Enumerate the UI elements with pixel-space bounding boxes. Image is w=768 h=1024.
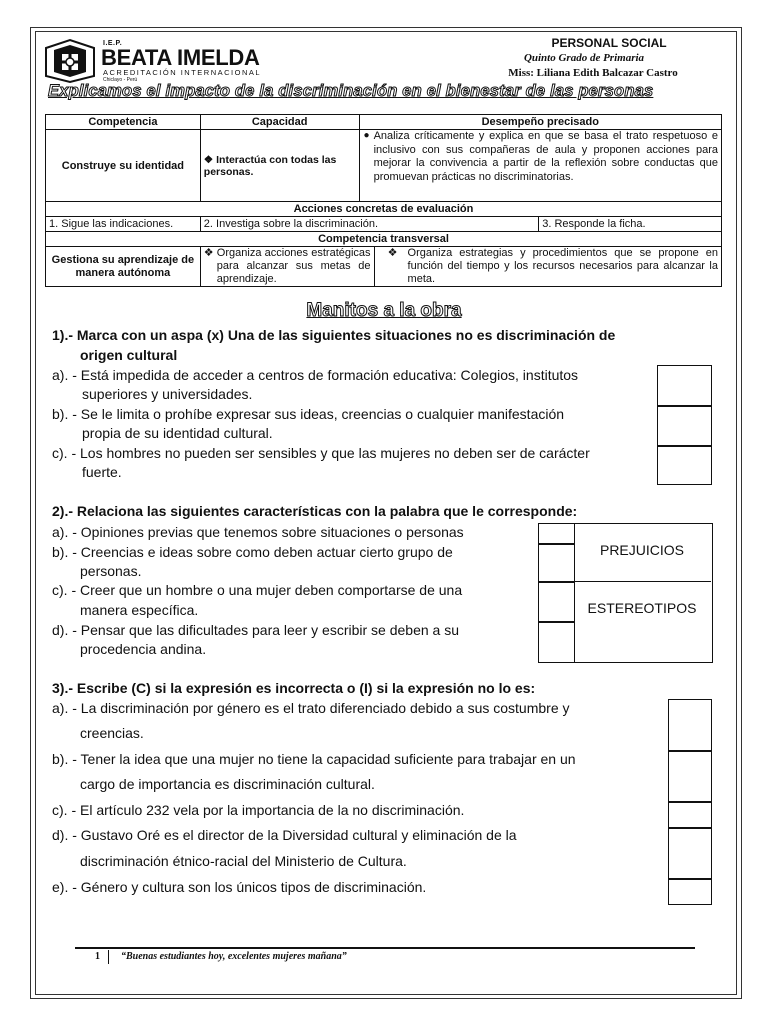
q3-a-line1: a). - La discriminación por género es el trato diferenciado debido a sus costumbre y xyxy=(52,700,570,716)
q2-answer-box-4[interactable] xyxy=(538,621,575,663)
q3-c-line1: c). - El artículo 232 vela por la importancia de la no discriminación. xyxy=(52,802,465,818)
q3-b-line2: cargo de importancia es discriminación cultural. xyxy=(80,776,375,792)
q3-answer-box-d[interactable] xyxy=(668,827,712,880)
school-crest-icon xyxy=(44,38,96,84)
page-number: 1 xyxy=(95,951,100,962)
q1-answer-box-b[interactable] xyxy=(657,405,712,447)
q2-word-divider xyxy=(573,581,711,582)
q2-c-line2: manera específica. xyxy=(80,602,199,618)
transversal-cell-1 xyxy=(200,247,374,287)
q3-d-line2: discriminación étnico-racial del Ministerio de Cultura. xyxy=(80,853,407,869)
q3-answer-box-a[interactable] xyxy=(668,699,712,752)
competency-table xyxy=(45,114,722,287)
transversal-text-1: Organiza acciones estratégicas para alcanzar sus metas de aprendizaje. xyxy=(216,247,371,285)
q3-e-line1: e). - Género y cultura son los únicos tipos de discriminación. xyxy=(52,879,427,895)
competencia-cell: Construye su identidad xyxy=(46,130,201,202)
transversal-text-2: Organiza estrategias y procedimientos que se propone en función del tiempo y los recursos necesarios para alcanzar la meta. xyxy=(407,247,718,285)
q3-answer-box-e[interactable] xyxy=(668,878,712,905)
q1-c-line1: c). - Los hombres no pueden ser sensibles y que las mujeres no deben ser de carácter xyxy=(52,445,590,461)
capacidad-cell: ❖ Interactúa con todas las personas. xyxy=(200,130,359,202)
header-desempeno: Desempeño precisado xyxy=(359,115,721,130)
q1-answer-box-c[interactable] xyxy=(657,445,712,485)
q3-b-line1: b). - Tener la idea que una mujer no tiene la capacidad suficiente para trabajar en un xyxy=(52,751,576,767)
q1-title-line2: origen cultural xyxy=(80,347,178,363)
accion-2: 2. Investiga sobre la discriminación. xyxy=(200,217,538,232)
q2-title: 2).- Relaciona las siguientes características con la palabra que le corresponde: xyxy=(52,503,578,519)
q3-title: 3).- Escribe (C) si la expresión es incorrecta o (I) si la expresión no lo es: xyxy=(52,680,536,696)
transversal-competencia: Gestiona su aprendizaje de manera autónoma xyxy=(46,247,201,287)
header-competencia: Competencia xyxy=(46,115,201,130)
q1-answer-box-a[interactable] xyxy=(657,365,712,407)
q1-b-line2: propia de su identidad cultural. xyxy=(82,425,273,441)
q3-d-line1: d). - Gustavo Oré es el director de la Diversidad cultural y eliminación de la xyxy=(52,827,517,843)
q3-answer-box-c[interactable] xyxy=(668,801,712,829)
q2-b-line1: b). - Creencias e ideas sobre como deben actuar cierto grupo de xyxy=(52,544,453,560)
q2-c-line1: c). - Creer que un hombre o una mujer deben comportarse de una xyxy=(52,582,463,598)
word-estereotipos: ESTEREOTIPOS xyxy=(587,600,697,616)
q3-a-line2: creencias. xyxy=(80,725,144,741)
q2-answer-box-2[interactable] xyxy=(538,543,575,583)
q3-answer-box-b[interactable] xyxy=(668,750,712,803)
teacher-name: Miss: Liliana Edith Balcazar Castro xyxy=(508,67,678,79)
header-capacidad: Capacidad xyxy=(200,115,359,130)
desempeno-text: Analiza críticamente y explica en que se basa el trato respetuoso e inclusivo con sus compañeras de aula y proponen acciones para mejorar la convivencia a partir de la reflexión sobre conductas que promuevan prácticas no discriminatorias. xyxy=(373,130,718,183)
transversal-cell-2 xyxy=(374,247,721,287)
acciones-title: Acciones concretas de evaluación xyxy=(46,202,722,217)
q2-d-line2: procedencia andina. xyxy=(80,641,207,657)
school-name: BEATA IMELDA xyxy=(101,45,260,70)
diamond-bullet-icon: ❖ xyxy=(203,247,214,259)
school-type: I.E.P. xyxy=(103,40,123,47)
transversal-title: Competencia transversal xyxy=(46,232,722,247)
worksheet-title: Explicamos el impacto de la discriminación en el bienestar de las personas xyxy=(48,82,654,100)
grade-label: Quinto Grado de Primaria xyxy=(523,52,645,64)
q2-b-line2: personas. xyxy=(80,563,142,579)
school-city: Chiclayo - Perú xyxy=(103,77,138,83)
footer-rule xyxy=(75,947,695,949)
word-prejuicios: PREJUICIOS xyxy=(599,542,684,558)
footer-motto: “Buenas estudiantes hoy, excelentes mujeres mañana” xyxy=(121,951,347,962)
section-title: Manitos a la obra xyxy=(306,300,462,321)
bullet-icon: ● xyxy=(363,130,370,141)
q2-d-line1: d). - Pensar que las dificultades para leer y escribir se deben a su xyxy=(52,622,459,638)
q2-answer-box-1[interactable] xyxy=(538,523,575,545)
q1-b-line1: b). - Se le limita o prohíbe expresar sus ideas, creencias o cualquier manifestación xyxy=(52,406,565,422)
accreditation-text: ACREDITACIÓN INTERNACIONAL xyxy=(103,68,262,77)
q1-a-line1: a). - Está impedida de acceder a centros de formación educativa: Colegios, institutos xyxy=(52,367,579,383)
footer-separator xyxy=(108,950,109,964)
accion-1: 1. Sigue las indicaciones. xyxy=(46,217,201,232)
accion-3: 3. Responde la ficha. xyxy=(539,217,722,232)
q1-title-line1: 1).- Marca con un aspa (x) Una de las siguientes situaciones no es discriminación de xyxy=(52,327,616,343)
q2-a-line1: a). - Opiniones previas que tenemos sobre situaciones o personas xyxy=(52,524,464,540)
diamond-bullet-icon: ❖ xyxy=(387,247,398,259)
q1-c-line2: fuerte. xyxy=(82,464,122,480)
subject-title: PERSONAL SOCIAL xyxy=(551,36,667,50)
desempeno-cell xyxy=(359,130,721,202)
q1-a-line2: superiores y universidades. xyxy=(82,386,253,402)
q2-answer-box-3[interactable] xyxy=(538,581,575,623)
